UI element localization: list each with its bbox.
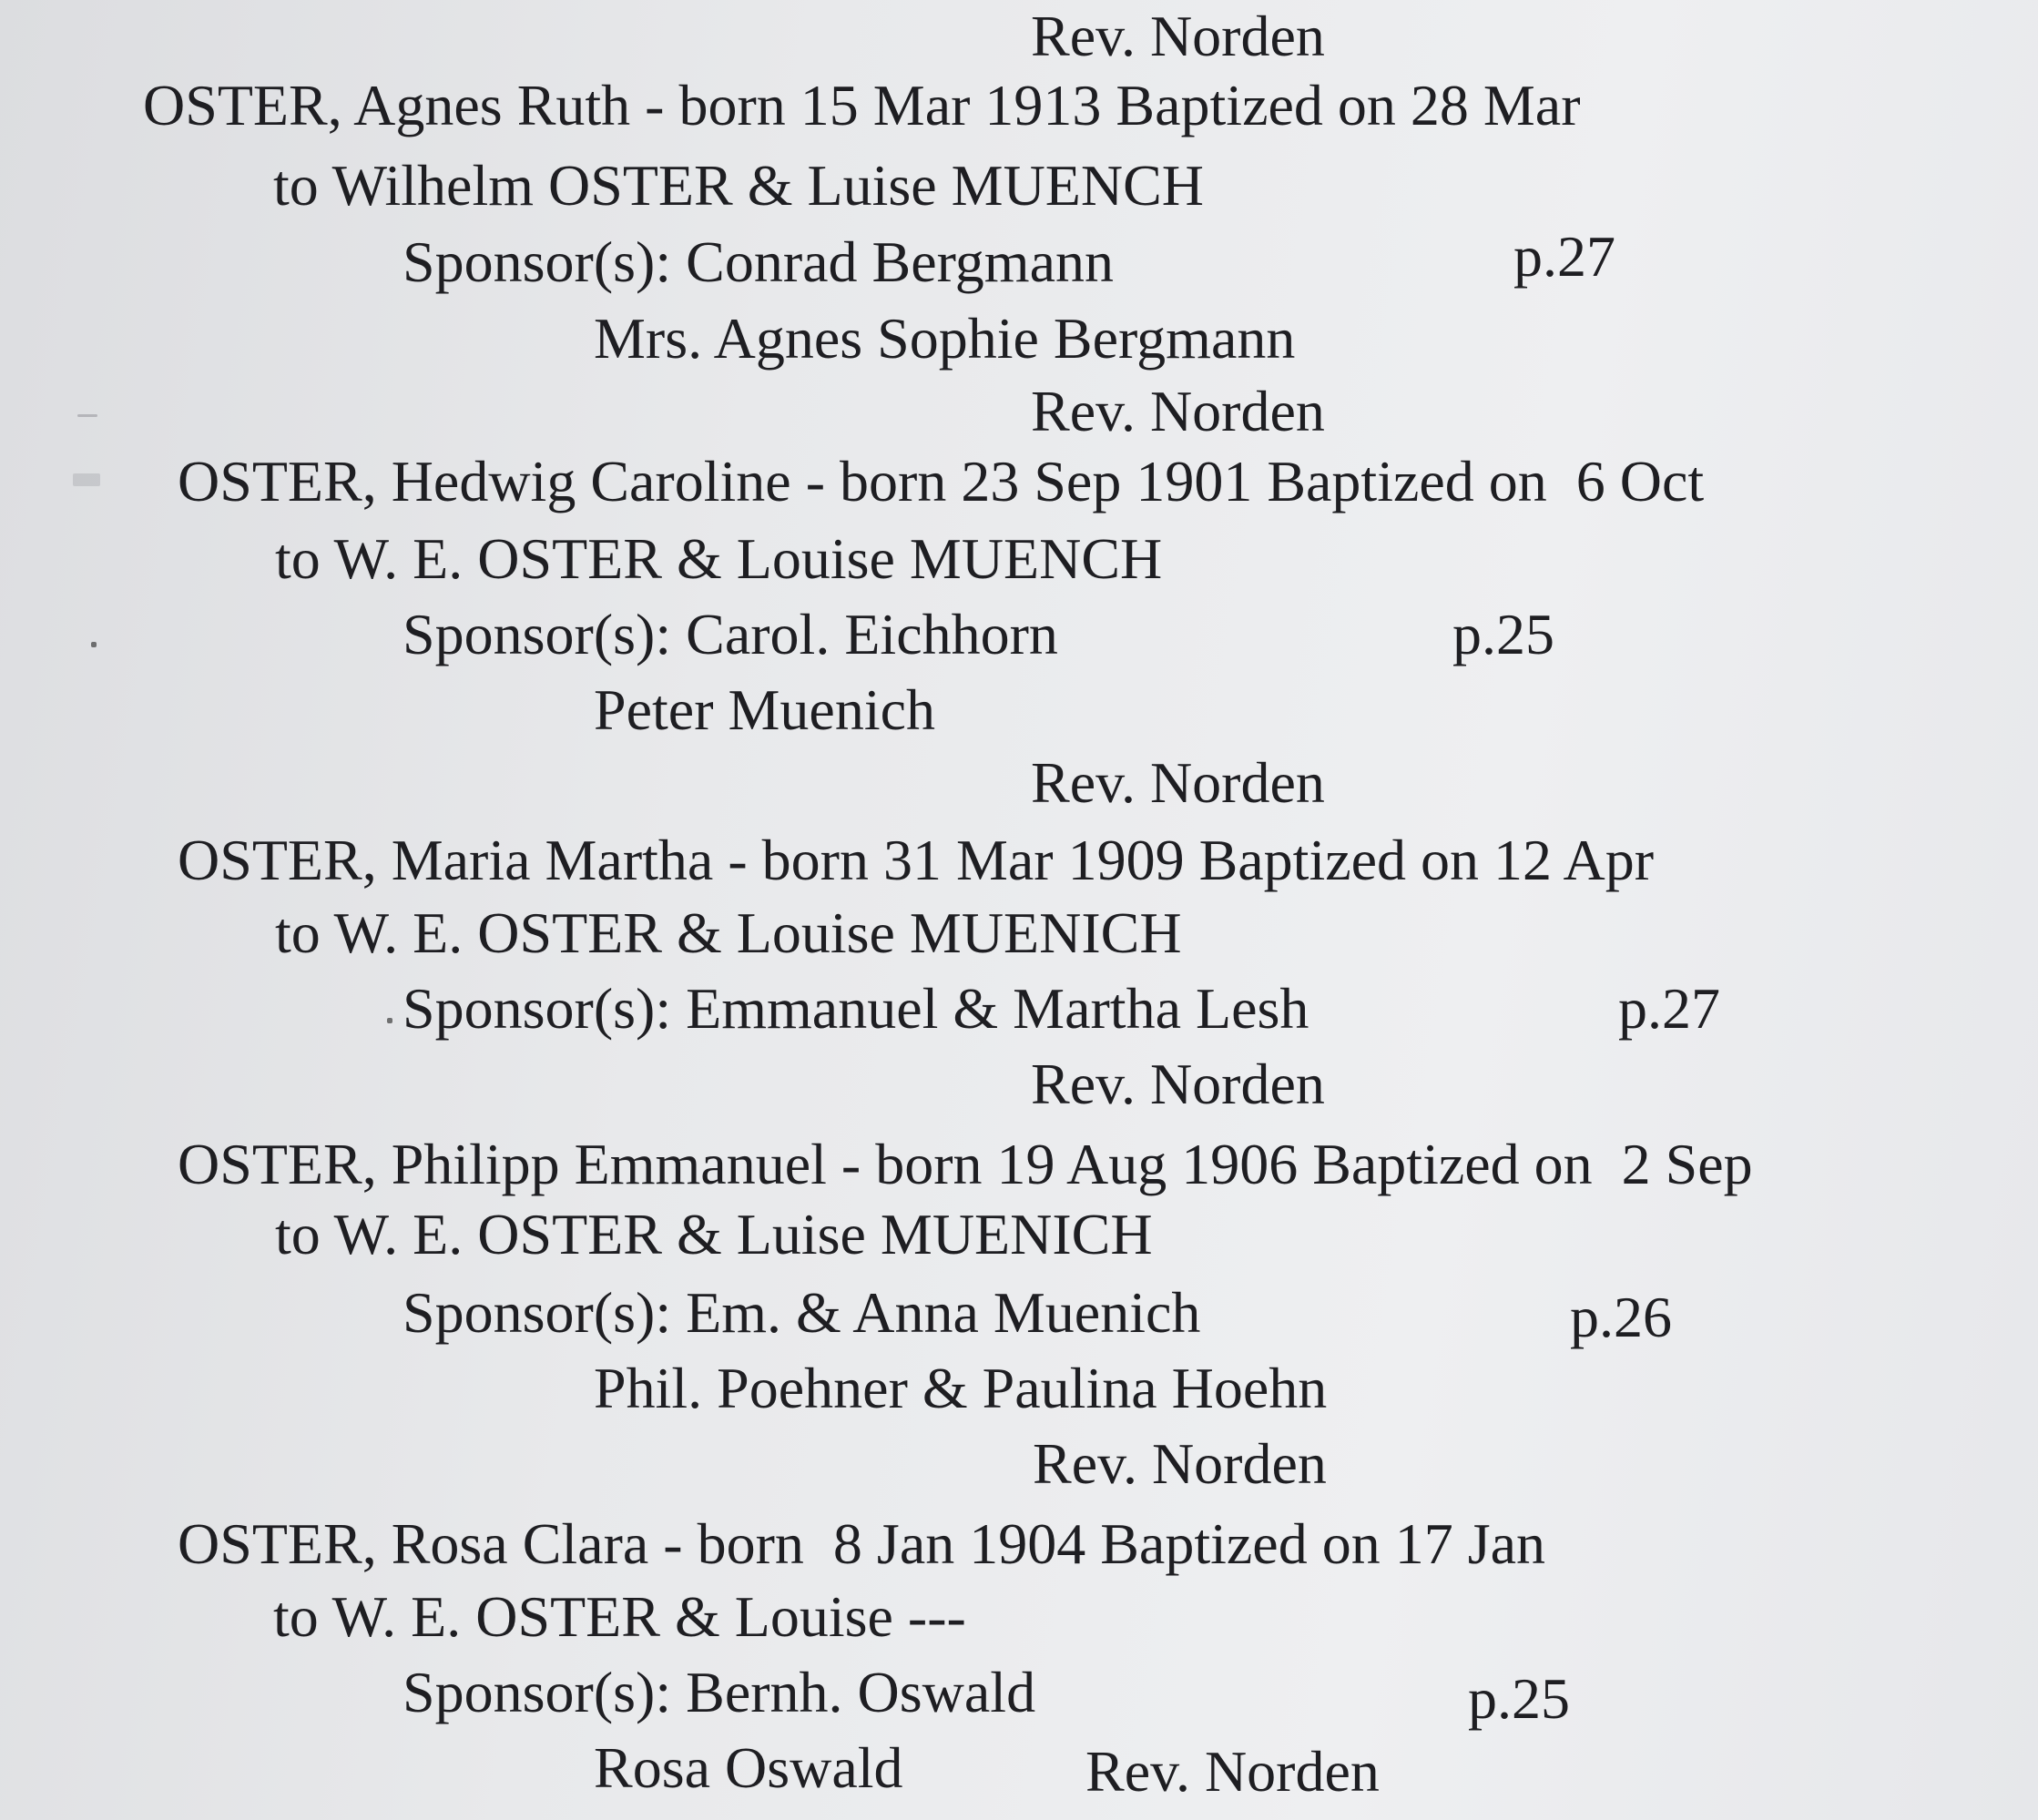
entry-page-ref: p.25	[1452, 602, 1554, 666]
entry-name-line: OSTER, Agnes Ruth - born 15 Mar 1913 Baptized on 28 Mar	[143, 73, 1581, 137]
entry-parents-line: to W. E. OSTER & Luise MUENICH	[275, 1202, 1153, 1266]
entry-name-line: OSTER, Philipp Emmanuel - born 19 Aug 1906 Baptized on 2 Sep	[178, 1132, 1753, 1196]
entry-page-ref: p.25	[1468, 1666, 1570, 1731]
entry-name-line: OSTER, Hedwig Caroline - born 23 Sep 1901 Baptized on 6 Oct	[178, 449, 1705, 513]
entry-parents-line: to W. E. OSTER & Louise ---	[273, 1584, 966, 1649]
stray-dot-mark	[387, 1018, 392, 1023]
entry-page-ref: p.27	[1513, 224, 1615, 289]
entry-sponsors-extra: Peter Muenich	[594, 677, 935, 742]
entry-officiant: Rev. Norden	[1031, 1052, 1325, 1116]
entry-sponsors-extra: Phil. Poehner & Paulina Hoehn	[594, 1356, 1328, 1420]
stray-scan-mark	[77, 414, 97, 417]
entry-sponsors-line: Sponsor(s): Bernh. Oswald	[403, 1660, 1036, 1724]
entry-officiant: Rev. Norden	[1031, 750, 1325, 815]
entry-sponsors-extra: Mrs. Agnes Sophie Bergmann	[594, 306, 1296, 371]
entry-sponsors-line: Sponsor(s): Emmanuel & Martha Lesh	[403, 976, 1309, 1041]
stray-dot-mark	[91, 642, 97, 647]
entry-parents-line: to W. E. OSTER & Louise MUENICH	[275, 900, 1182, 965]
entry-parents-line: to W. E. OSTER & Louise MUENCH	[275, 526, 1163, 591]
entry-page-ref: p.26	[1570, 1285, 1672, 1349]
entry-name-line: OSTER, Rosa Clara - born 8 Jan 1904 Baptized on 17 Jan	[178, 1511, 1545, 1576]
entry-officiant: Rev. Norden	[1085, 1739, 1380, 1804]
stray-scan-mark	[73, 473, 100, 486]
entry-officiant: Rev. Norden	[1033, 1431, 1327, 1496]
entry-sponsors-extra: Rosa Oswald	[594, 1735, 903, 1800]
entry-name-line: OSTER, Maria Martha - born 31 Mar 1909 Baptized on 12 Apr	[178, 828, 1655, 892]
entry-sponsors-line: Sponsor(s): Carol. Eichhorn	[403, 602, 1058, 666]
entry-officiant: Rev. Norden	[1031, 379, 1325, 443]
entry-parents-line: to Wilhelm OSTER & Luise MUENCH	[273, 153, 1204, 218]
officiant-header: Rev. Norden	[1031, 4, 1325, 68]
entry-page-ref: p.27	[1618, 976, 1720, 1041]
entry-sponsors-line: Sponsor(s): Conrad Bergmann	[403, 229, 1114, 294]
entry-sponsors-line: Sponsor(s): Em. & Anna Muenich	[403, 1280, 1201, 1345]
